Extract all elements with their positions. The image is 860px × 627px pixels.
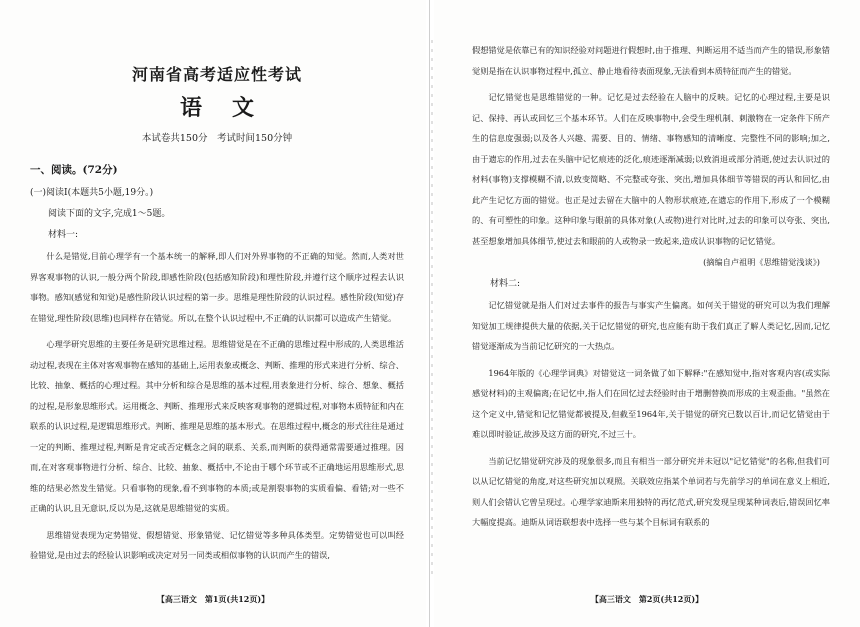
page-footer: 【高三语文 第1页(共12页)】 <box>156 594 270 604</box>
paragraph: 1964年版的《心理学词典》对错觉这一词条做了如下解释:"在感知觉中,指对客观内容(或实际感觉材料)的主观偏离;在记忆中,指人们在回忆过去经验时由于增删替换而形成的主观歪曲。"虽然在这个定义中,错觉和记忆错觉都被提及,但截至1964年,关于错觉的研究已数以百计,而记忆错觉由于难以即时验证,故涉及这方面的研究,不过三十。 <box>472 367 830 439</box>
material-one-label: 材料一: <box>48 230 79 240</box>
paragraph: 记忆错觉也是思维错觉的一种。记忆是过去经验在人脑中的反映。记忆的心理过程,主要是识记、保持、再认或回忆三个基本环节。人们在反映事物中,会受生理机制、刺激物在一定条件下所产生的信息度强弱;以及各人兴趣、需要、目的、情绪、事物感知的清晰度、完整性不同的影响;加之,由于遗忘的作用,过去在头脑中记忆痕迹的泛化,痕迹逐渐减弱;以致消退或部分消逝,使过去认识过的材料(事物)支撑模糊不清,以致变简略、不完整或夸张、突出,增加具体细节等错误的再认和回忆,由此产生记忆方面的错觉。也正是过去留在大脑中的人物形状痕迹,在遗忘的作用下,形成了一个模糊的、有可塑性的印象。这种印象与眼前的具体对象(人或物)进行对比时,过去的印象可以夸张、突出,甚至想象增加具体细节,使过去和眼前的人或物录一致起来,造成认识事物的记忆错觉。 <box>472 92 830 246</box>
subject-title: 语文 <box>179 95 284 121</box>
material-two-label: 材料二: <box>490 279 521 289</box>
paragraph: 记忆错觉就是指人们对过去事件的报告与事实产生偏离。如何关于错觉的研究可以为我们理解知觉加工规律提供大量的依据,关于记忆错觉的研究,也应能有助于我们真正了解人类记忆,因而,记忆错觉逐渐成为当前记忆研究的一大热点。 <box>472 300 830 351</box>
paragraph: 心理学研究思维的主要任务是研究思维过程。思维错觉是在不正确的思维过程中形成的,人类思维活动过程,表现在主体对客观事物在感知的基础上,运用表象或概念、判断、推理的形式来进行分析、综合、比较、抽象、概括的心理过程。其中分析和综合是思维的基本过程,用表象进行分析、综合、想象、概括的过程,是形象思维形式。运用概念、判断、推理形式来反映客观事物的逻辑过程,对事物本质特征和内在联系的认识过程,是逻辑思维形式。判断、推理是思维的基本形式。在思维过程中,概念的形式往往是通过一定的判断、推理过程,判断是肯定或否定概念之间的联系、关系,而判断的获得通常需要通过推理。因而,在对客观事物进行分析、综合、比较、抽象、概括中,不论由于哪个环节或不正确地运用思维形式,思维的结果必然发生错觉。只看事物的现象,看不到事物的本质;或是割裂事物的实质看偏、看错;对一些不正确的认识,且无意识,反以为是,这就是思维错觉的实质。 <box>30 339 404 513</box>
exam-info: 本试卷共150分 考试时间150分钟 <box>141 133 293 144</box>
paragraph: 假想错觉是依靠已有的知识经验对问题进行假想时,由于推理、判断运用不适当而产生的错误,形象错觉则是指在认识事物过程中,孤立、静止地看待表面现象,无法看到本质特征而产生的错觉。 <box>472 45 830 76</box>
exam-title: 河南省高考适应性考试 <box>131 65 302 84</box>
source-attribution: (摘编自卢祖明《思维错觉浅谈》) <box>703 257 820 267</box>
subsection-heading: (一)阅读Ⅰ(本题共5小题,19分。) <box>30 188 154 198</box>
page-2 <box>434 0 860 627</box>
page-1 <box>0 0 426 627</box>
binding-gutter <box>431 40 433 580</box>
reading-instruction: 阅读下面的文字,完成1～5题。 <box>48 209 171 219</box>
paragraph: 思维错觉表现为定势错觉、假想错觉、形象错觉、记忆错觉等多种具体类型。定势错觉也可以叫经验错觉,是由过去的经验认识影响或决定对另一同类或相似事物的认识而产生的错误, <box>30 529 404 560</box>
page-divider <box>429 0 430 627</box>
page-footer: 【高三语文 第2页(共12页)】 <box>590 594 704 604</box>
paragraph: 当前记忆错觉研究涉及的现象很多,而且有相当一部分研究并未冠以"记忆错觉"的名称,但我们可以从记忆错觉的角度,对这些研究加以观照。关联效应指某个单词若与先前学习的单词在意义上相近,则人们会错认它曾呈现过。心理学家迪斯来用独特的再忆范式,研究发现呈现某种词表后,错误回忆率大幅度提高。迪斯从词语联想表中选择一些与某个目标词有联系的 <box>472 455 830 527</box>
paragraph: 什么是错觉,目前心理学有一个基本统一的解释,即人们对外界事物的不正确的知觉。然而,人类对世界客观事物的认识,一般分两个阶段,即感性阶段(包括感知阶段)和理性阶段,并遵行这个顺序过程去认识事物。感知(感觉和知觉)是感性阶段认识过程的第一步。思维是理性阶段的认识过程。感性阶段(知觉)存在错觉,理性阶段(思维)也同样存在错觉。所以,在整个认识过程中,不正确的认识都可以造成产生错觉。 <box>30 251 404 323</box>
section-heading: 一、阅读。(72分) <box>30 164 118 176</box>
